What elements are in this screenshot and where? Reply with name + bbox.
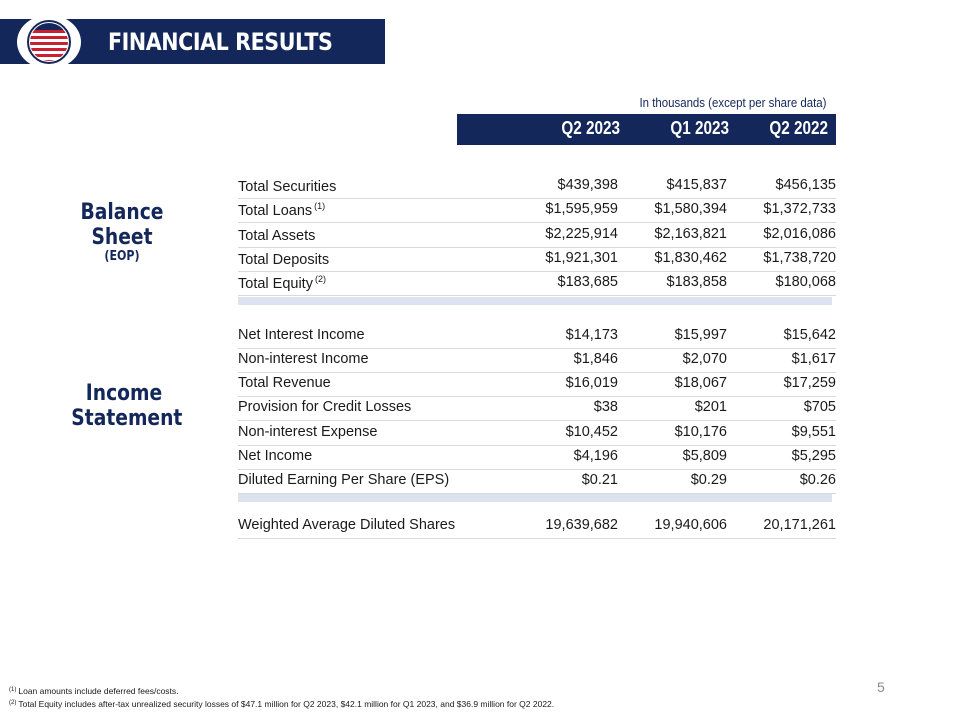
cell-q1-2023: $415,837 [666, 177, 727, 193]
column-header-q2-2023: Q2 2023 [561, 118, 620, 138]
cell-q1-2023: $0.29 [690, 472, 727, 488]
cell-q1-2023: $183,858 [666, 274, 727, 290]
table-row [238, 372, 836, 397]
table-row [238, 348, 836, 373]
page-number: 5 [877, 679, 885, 695]
cell-q2-2023: $14,173 [565, 327, 618, 343]
cell-q2-2022: $15,642 [783, 327, 836, 343]
cell-q2-2022: 20,171,261 [763, 517, 836, 533]
cell-q1-2023: $5,809 [682, 448, 727, 464]
footnote-text: Loan amounts include deferred fees/costs. [18, 686, 179, 696]
footnote-ref: (2) [314, 274, 326, 284]
column-header-q1-2023: Q1 2023 [670, 118, 729, 138]
cell-q2-2023: 19,639,682 [545, 517, 618, 533]
row-label: Total Equity $^{(2)}$ [238, 274, 326, 292]
cell-q2-2022: $1,372,733 [763, 201, 836, 217]
shares-row [238, 514, 836, 539]
row-label: Total Revenue [238, 375, 331, 391]
cell-q2-2023: $0.21 [581, 472, 618, 488]
footnote-text: Total Equity includes after-tax unrealized security losses of $47.1 million for Q2 2023, $42.1 million for Q1 2023, and $36.9 million for Q2 2022. [18, 699, 555, 709]
footnote-2 [9, 699, 554, 709]
table-row [238, 396, 836, 421]
page-title: FINANCIAL RESULTS [108, 28, 333, 56]
balance-sheet-label [62, 201, 182, 265]
cell-q2-2022: $180,068 [775, 274, 836, 290]
cell-q1-2023: 19,940,606 [654, 517, 727, 533]
table-row [238, 174, 836, 199]
table-row [238, 324, 836, 349]
column-header-q2-2022: Q2 2022 [769, 118, 828, 138]
cell-q2-2023: $1,595,959 [545, 201, 618, 217]
table-row [238, 271, 836, 296]
cell-q2-2023: $4,196 [573, 448, 618, 464]
units-note: In thousands (except per share data) [639, 95, 826, 110]
section-separator [238, 494, 832, 502]
row-label: Net Income [238, 448, 313, 464]
cell-q1-2023: $15,997 [674, 327, 727, 343]
cell-q1-2023: $10,176 [674, 424, 727, 440]
cell-q1-2023: $2,070 [682, 351, 727, 367]
section-separator [238, 297, 832, 305]
cell-q2-2023: $183,685 [557, 274, 618, 290]
income-statement-title-line2: Statement [71, 405, 183, 431]
table-row [238, 469, 836, 494]
cell-q2-2023: $16,019 [565, 375, 618, 391]
cell-q2-2022: $1,738,720 [763, 250, 836, 266]
cell-q1-2023: $1,580,394 [654, 201, 727, 217]
footnote-mark: (2) [9, 700, 17, 706]
row-label: Non-interest Income [238, 351, 369, 367]
row-label: Total Securities [238, 179, 337, 195]
cell-q2-2022: $0.26 [799, 472, 836, 488]
cell-q1-2023: $1,830,462 [654, 250, 727, 266]
row-label: Total Deposits [238, 252, 330, 268]
table-row [238, 198, 836, 223]
balance-sheet-subtitle: (EOP) [104, 249, 140, 265]
income-statement-title-line1: Income [85, 381, 163, 406]
cell-q2-2022: $705 [803, 399, 836, 415]
cell-q2-2023: $1,921,301 [545, 250, 618, 266]
table-row [238, 445, 836, 470]
cell-q2-2023: $10,452 [565, 424, 618, 440]
cell-q1-2023: $2,163,821 [654, 226, 727, 242]
footnote-mark: (1) [9, 687, 17, 693]
balance-sheet-title-line2: Sheet [91, 224, 153, 250]
flag-seal-icon [16, 14, 82, 70]
cell-q2-2022: $5,295 [791, 448, 836, 464]
footnote-ref: (1) [314, 201, 326, 211]
row-label: Total Loans $^{(1)}$ [238, 201, 326, 219]
row-label: Total Assets [238, 228, 316, 244]
cell-q2-2022: $2,016,086 [763, 226, 836, 242]
row-label: Diluted Earning Per Share (EPS) [238, 472, 450, 488]
cell-q2-2023: $1,846 [573, 351, 618, 367]
cell-q1-2023: $201 [694, 399, 727, 415]
table-row [238, 247, 836, 272]
cell-q2-2022: $17,259 [783, 375, 836, 391]
cell-q2-2023: $2,225,914 [545, 226, 618, 242]
row-label: Net Interest Income [238, 327, 365, 343]
table-row [238, 223, 836, 248]
cell-q2-2023: $38 [593, 399, 618, 415]
table-row [238, 421, 836, 446]
cell-q2-2022: $456,135 [775, 177, 836, 193]
cell-q2-2022: $9,551 [791, 424, 836, 440]
row-label: Weighted Average Diluted Shares [238, 517, 456, 533]
row-label: Provision for Credit Losses [238, 399, 412, 415]
income-statement-label [62, 382, 186, 431]
cell-q1-2023: $18,067 [674, 375, 727, 391]
cell-q2-2023: $439,398 [557, 177, 618, 193]
cell-q2-2022: $1,617 [791, 351, 836, 367]
balance-sheet-title-line1: Balance [80, 200, 164, 225]
row-label: Non-interest Expense [238, 424, 378, 440]
footnote-1 [9, 686, 179, 696]
